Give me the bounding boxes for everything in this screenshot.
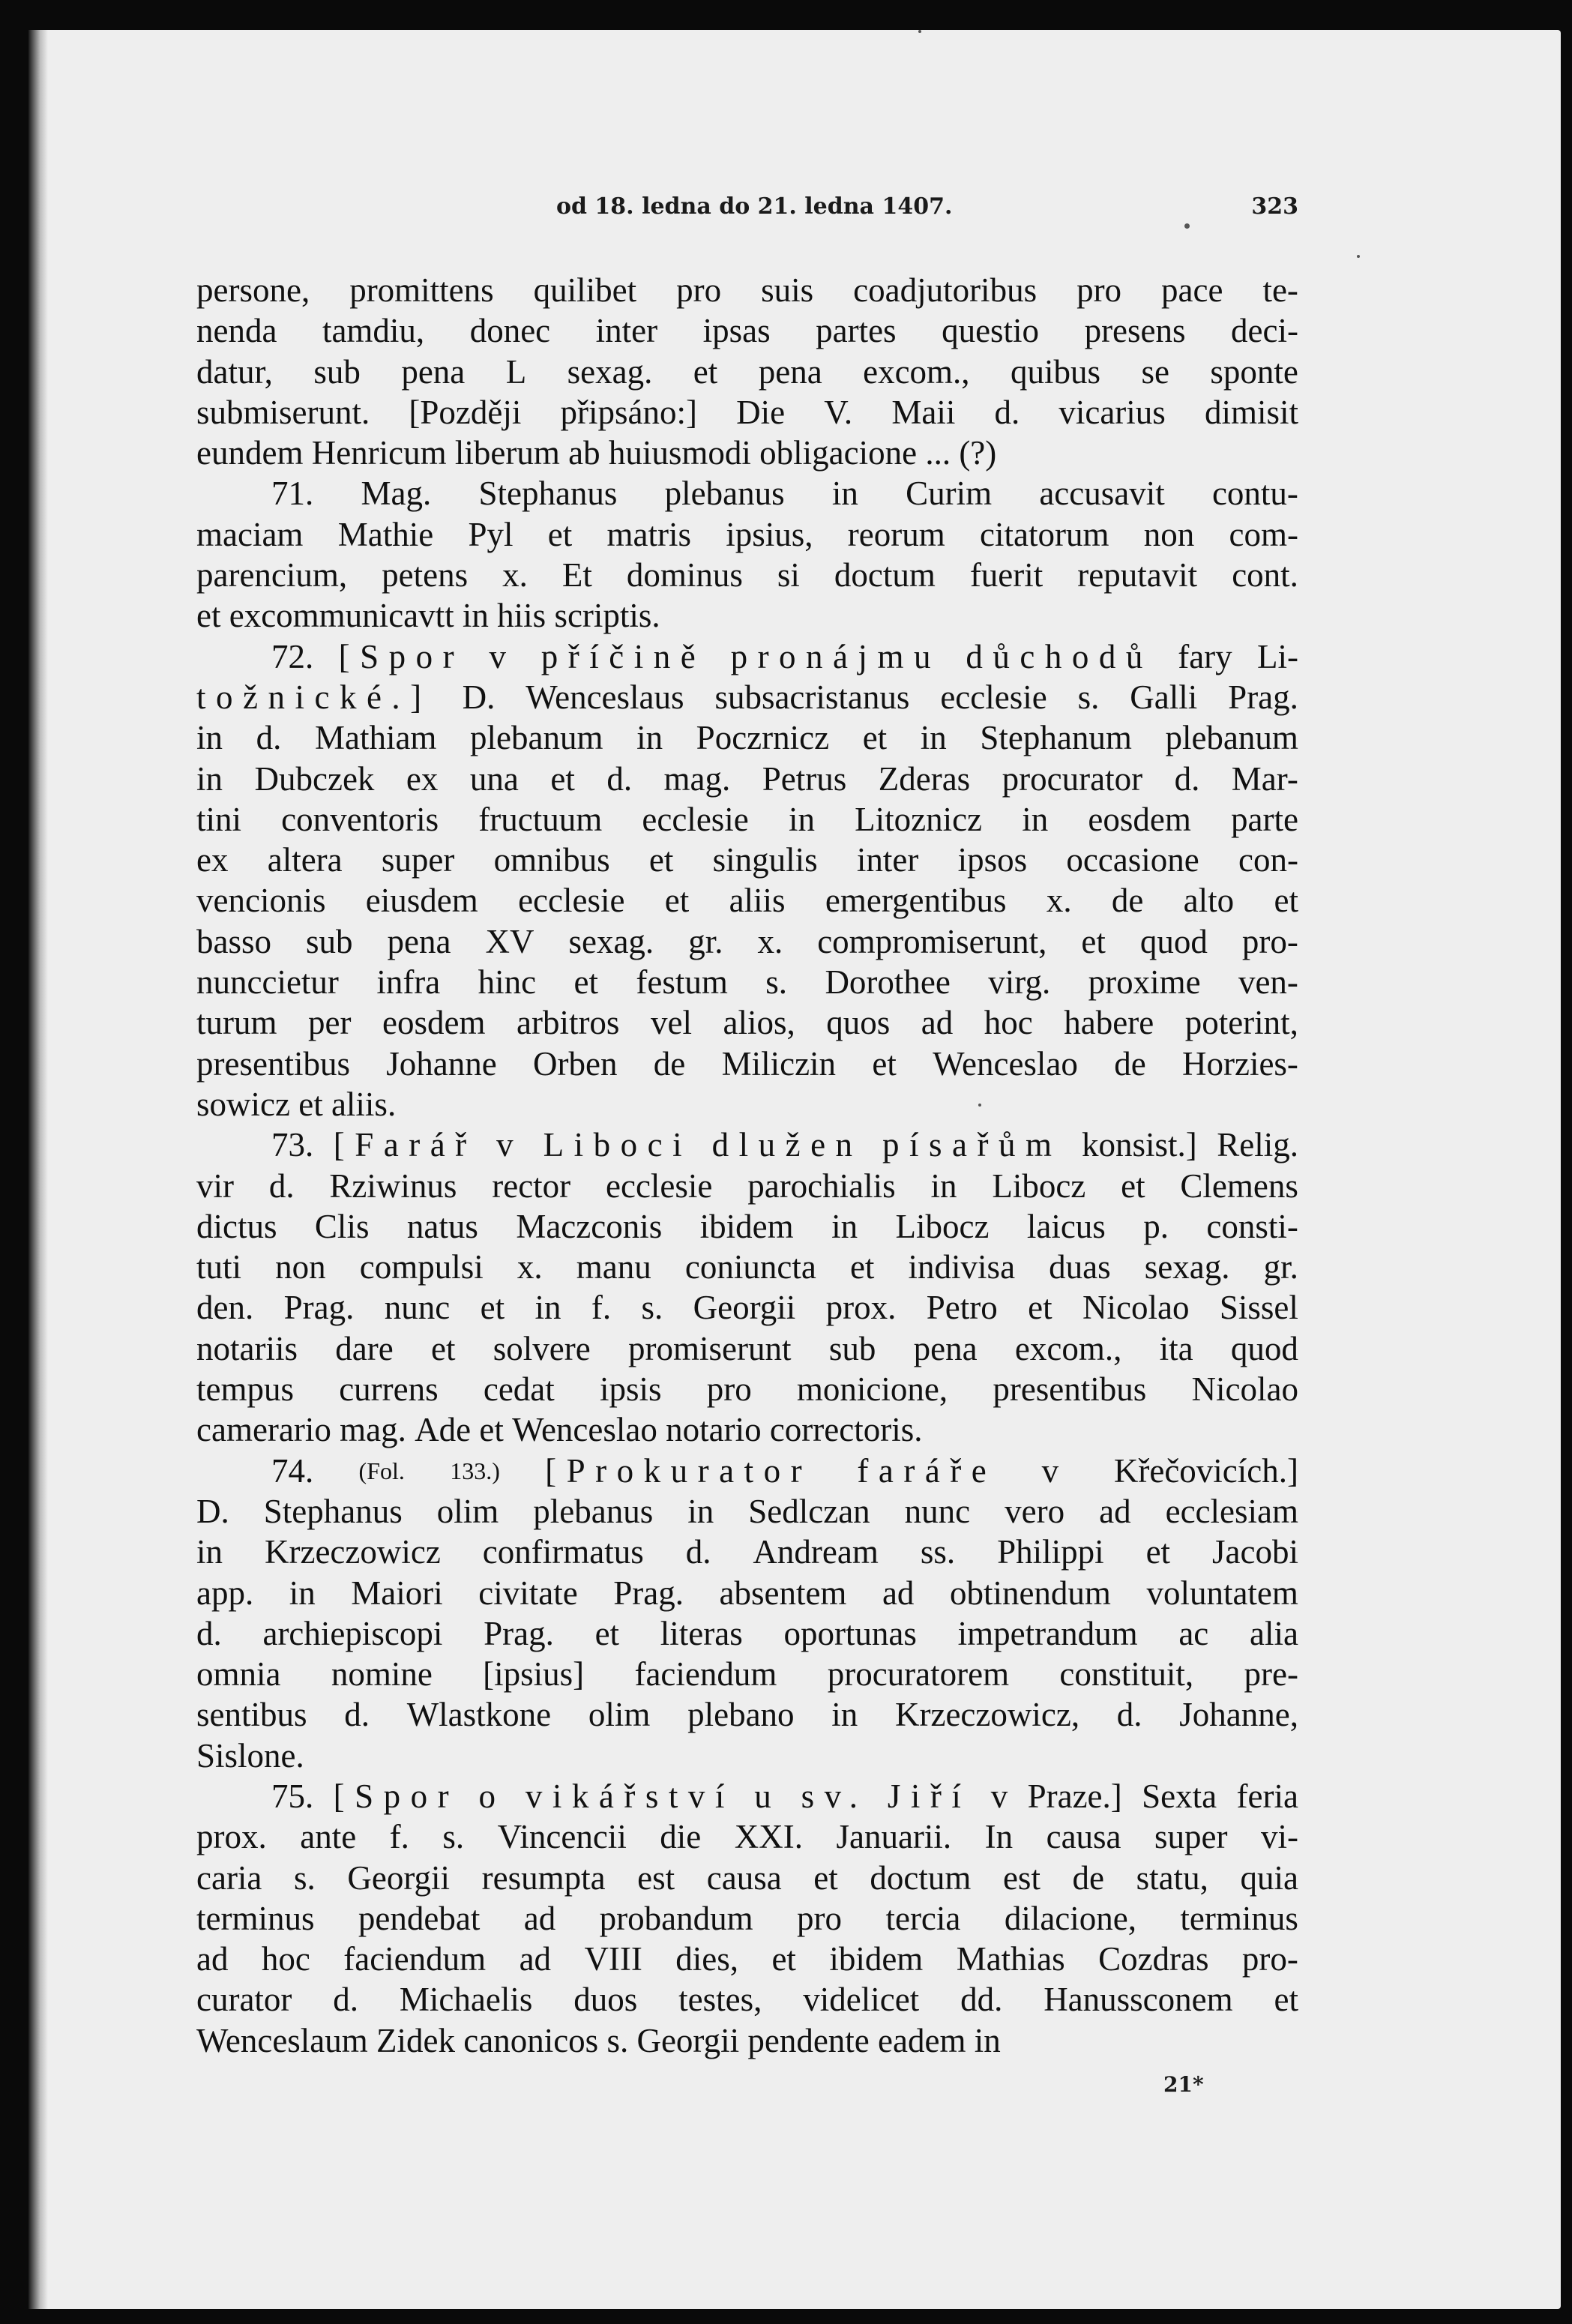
text-line: 73. [Farář v Liboci dlužen písařům konsist.] Relig. xyxy=(271,1126,1298,1164)
text-line: datur, sub pena L sexag. et pena excom., quibus se sponte xyxy=(196,352,1298,391)
text-line: tini conventoris fructuum ecclesie in Litoznicz in eosdem parte xyxy=(196,800,1298,838)
text-line: in Krzeczowicz confirmatus d. Andream ss. Philippi et Jacobi xyxy=(196,1533,1298,1571)
text-line: vir d. Rziwinus rector ecclesie parochialis in Libocz et Clemens xyxy=(196,1166,1298,1205)
text-line: basso sub pena XV sexag. gr. x. compromiserunt, et quod pro- xyxy=(196,922,1298,960)
text-line: tempus currens cedat ipsis pro monicione, presentibus Nicolao xyxy=(196,1370,1298,1409)
speck xyxy=(1357,255,1360,258)
text-line: tožnické.] D. Wenceslaus subsacristanus ecclesie s. Galli Prag. xyxy=(196,678,1298,716)
text-line: 71. Mag. Stephanus plebanus in Curim accusavit contu- xyxy=(271,475,1298,513)
text-line: parencium, petens x. Et dominus si doctum fuerit reputavit cont. xyxy=(196,556,1298,594)
text-line: tuti non compulsi x. manu coniuncta et indivisa duas sexag. gr. xyxy=(196,1248,1298,1286)
text-line: ex altera super omnibus et singulis inter ipsos occasione con- xyxy=(196,841,1298,879)
text-line: submiserunt. [Později připsáno:] Die V. Maii d. vicarius dimisit xyxy=(196,393,1298,431)
text-line: omnia nomine [ipsius] faciendum procuratorem constituit, pre- xyxy=(196,1655,1298,1694)
page-number: 323 xyxy=(1251,193,1298,220)
text-line: terminus pendebat ad probandum pro tercia dilacione, terminus xyxy=(196,1899,1298,1937)
text-line: sowicz et aliis. xyxy=(196,1085,397,1123)
text-line: sentibus d. Wlastkone olim plebano in Krzeczowicz, d. Johanne, xyxy=(196,1696,1298,1734)
text-line: maciam Mathie Pyl et matris ipsius, reorum citatorum non com- xyxy=(196,515,1298,553)
text-line: camerario mag. Ade et Wenceslao notario correctoris. xyxy=(196,1411,923,1449)
text-line: 74. (Fol. 133.) [Prokurator faráře v Křečovicích.] xyxy=(271,1451,1298,1490)
text-line: prox. ante f. s. Vincencii die XXI. Januarii. In causa super vi- xyxy=(196,1818,1298,1856)
text-line: d. archiepiscopi Prag. et literas oportunas impetrandum ac alia xyxy=(196,1614,1298,1652)
text-line: dictus Clis natus Maczconis ibidem in Libocz laicus p. consti- xyxy=(196,1207,1298,1245)
speck xyxy=(918,30,921,33)
text-line: turum per eosdem arbitros vel alios, quos ad hoc habere poterint, xyxy=(196,1004,1298,1042)
text-line: presentibus Johanne Orben de Miliczin et Wenceslao de Horzies- xyxy=(196,1044,1298,1083)
page-edge xyxy=(28,30,48,2309)
text-line: et excommunicavtt in hiis scriptis. xyxy=(196,597,660,635)
speck xyxy=(978,1104,981,1107)
text-line: nenda tamdiu, donec inter ipsas partes questio presens deci- xyxy=(196,312,1298,350)
text-line: caria s. Georgii resumpta est causa et doctum est de statu, quia xyxy=(196,1858,1298,1897)
text-line: Sislone. xyxy=(196,1736,304,1774)
text-line: curator d. Michaelis duos testes, videlicet dd. Hanussconem et xyxy=(196,1981,1298,2019)
text-line: 72. [Spor v příčině pronájmu důchodů fary Li- xyxy=(271,637,1298,675)
text-line: vencionis eiusdem ecclesie et aliis emergentibus x. de alto et xyxy=(196,882,1298,920)
text-line: nunccietur infra hinc et festum s. Dorothee virg. proxime ven- xyxy=(196,963,1298,1002)
text-line: in d. Mathiam plebanum in Poczrnicz et in Stephanum plebanum xyxy=(196,719,1298,757)
text-line: D. Stephanus olim plebanus in Sedlczan nunc vero ad ecclesiam xyxy=(196,1492,1298,1530)
text-line: den. Prag. nunc et in f. s. Georgii prox. Petro et Nicolao Sissel xyxy=(196,1289,1298,1327)
body-text xyxy=(196,270,1298,2061)
text-line: persone, promittens quilibet pro suis coadjutoribus pro pace te- xyxy=(196,271,1298,309)
text-line: 75. [Spor o vikářství u sv. Jiří v Praze.] Sexta feria xyxy=(271,1777,1298,1815)
speck xyxy=(1184,223,1190,229)
text-line: notariis dare et solvere promiserunt sub pena excom., ita quod xyxy=(196,1329,1298,1367)
running-title: od 18. ledna do 21. ledna 1407. xyxy=(556,193,953,220)
text-line: Wenceslaum Zidek canonicos s. Georgii pendente eadem in xyxy=(196,2021,1001,2059)
text-line: app. in Maiori civitate Prag. absentem ad obtinendum voluntatem xyxy=(196,1574,1298,1612)
text-line: eundem Henricum liberum ab huiusmodi obligacione ... (?) xyxy=(196,434,997,472)
text-line: ad hoc faciendum ad VIII dies, et ibidem Mathias Cozdras pro- xyxy=(196,1940,1298,1978)
text-line: in Dubczek ex una et d. mag. Petrus Zderas procurator d. Mar- xyxy=(196,759,1298,798)
signature-mark: 21* xyxy=(1163,2072,1204,2097)
